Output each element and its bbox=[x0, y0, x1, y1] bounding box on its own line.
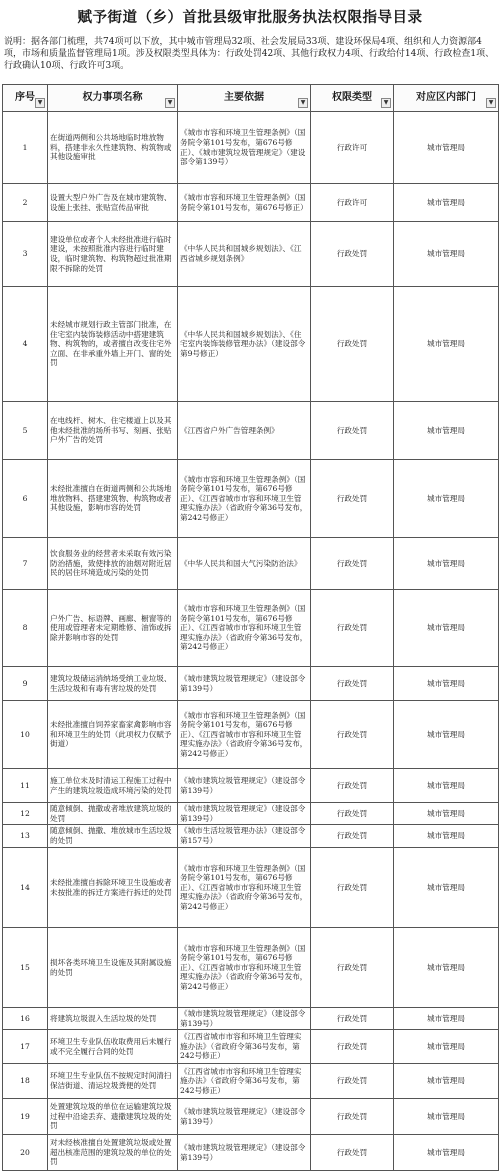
cell-basis: 《城市建筑垃圾管理规定》（建设部令第139号） bbox=[178, 769, 311, 803]
cell-basis: 《城市建筑垃圾管理规定》（建设部令第139号） bbox=[178, 1008, 311, 1030]
cell-department: 城市管理局 bbox=[394, 590, 499, 667]
cell-power-name: 户外广告、标语牌、画廊、橱窗等的使用或管理者未定期维修、油饰或拆除并影响市容的处罚 bbox=[48, 590, 178, 667]
cell-type: 行政处罚 bbox=[311, 1008, 394, 1030]
cell-serial: 20 bbox=[3, 1135, 48, 1171]
table-row bbox=[3, 928, 499, 1008]
cell-basis: 《江西省户外广告管理条例》 bbox=[178, 402, 311, 460]
filter-dropdown-icon[interactable]: ▼ bbox=[486, 98, 496, 108]
filter-dropdown-icon[interactable]: ▼ bbox=[35, 98, 45, 108]
cell-basis: 《江西省城市市容和环境卫生管理实施办法》（省政府令第36号发布，第242号修正） bbox=[178, 1030, 311, 1064]
cell-basis: 《城市市容和环境卫生管理条例》（国务院令第101号发布，第676号修正）、《江西省城市市容和环境卫生管理实施办法》（省政府令第36号发布，第242号修正） bbox=[178, 848, 311, 928]
cell-type: 行政处罚 bbox=[311, 803, 394, 825]
table-row bbox=[3, 825, 499, 848]
cell-power-name: 未经城市规划行政主管部门批准，在住宅室内装饰装修活动中搭建建筑物、构筑物的，或者擅自改变住宅外立面、在非承重外墙上开门、窗的处罚 bbox=[48, 287, 178, 402]
cell-type: 行政处罚 bbox=[311, 590, 394, 667]
cell-power-name: 随意倾倒、抛撒或者堆放建筑垃圾的处罚 bbox=[48, 803, 178, 825]
header-power-name bbox=[48, 85, 178, 112]
cell-department: 城市管理局 bbox=[394, 538, 499, 590]
cell-power-name: 将建筑垃圾混入生活垃圾的处罚 bbox=[48, 1008, 178, 1030]
table-row bbox=[3, 803, 499, 825]
cell-type: 行政处罚 bbox=[311, 1030, 394, 1064]
cell-type: 行政处罚 bbox=[311, 825, 394, 848]
cell-serial: 14 bbox=[3, 848, 48, 928]
table-row bbox=[3, 667, 499, 701]
cell-department: 城市管理局 bbox=[394, 769, 499, 803]
cell-type: 行政处罚 bbox=[311, 848, 394, 928]
cell-power-name: 对未经核准擅自处置建筑垃圾或处置超出核准范围的建筑垃圾的单位的处罚 bbox=[48, 1135, 178, 1171]
cell-power-name: 在电线杆、树木、住宅楼道上以及其他未经批准的场所书写、刻画、张贴户外广告的处罚 bbox=[48, 402, 178, 460]
table-row bbox=[3, 184, 499, 222]
cell-serial: 3 bbox=[3, 222, 48, 287]
cell-power-name: 环境卫生专业队伍不按规定时间清扫保洁街道、清运垃圾粪便的处罚 bbox=[48, 1064, 178, 1099]
cell-basis: 《城市建筑垃圾管理规定》（建设部令第139号） bbox=[178, 667, 311, 701]
cell-serial: 13 bbox=[3, 825, 48, 848]
cell-type: 行政处罚 bbox=[311, 538, 394, 590]
cell-serial: 1 bbox=[3, 112, 48, 184]
cell-power-name: 施工单位未及时清运工程施工过程中产生的建筑垃圾造成环境污染的处罚 bbox=[48, 769, 178, 803]
cell-type: 行政许可 bbox=[311, 184, 394, 222]
table-row bbox=[3, 1064, 499, 1099]
cell-basis: 《城市市容和环境卫生管理条例》（国务院令第101号发布，第676号修正）、《江西省城市市容和环境卫生管理实施办法》（省政府令第36号发布，第242号修正） bbox=[178, 701, 311, 769]
cell-power-name: 建筑垃圾储运消纳场受纳工业垃圾、生活垃圾和有毒有害垃圾的处罚 bbox=[48, 667, 178, 701]
cell-department: 城市管理局 bbox=[394, 803, 499, 825]
cell-power-name: 环境卫生专业队伍收取费用后未履行或不完全履行合同的处罚 bbox=[48, 1030, 178, 1064]
cell-type: 行政处罚 bbox=[311, 222, 394, 287]
filter-dropdown-icon[interactable]: ▼ bbox=[165, 98, 175, 108]
cell-department: 城市管理局 bbox=[394, 1135, 499, 1171]
cell-basis: 《城市市容和环境卫生管理条例》（国务院令第101号发布，第676号修正）、《江西省城市市容和环境卫生管理实施办法》（省政府令第36号发布，第242号修正） bbox=[178, 590, 311, 667]
header-basis bbox=[178, 85, 311, 112]
cell-serial: 19 bbox=[3, 1099, 48, 1135]
cell-serial: 9 bbox=[3, 667, 48, 701]
header-type bbox=[311, 85, 394, 112]
cell-department: 城市管理局 bbox=[394, 112, 499, 184]
header-type-label: 权限类型 bbox=[332, 92, 372, 104]
cell-basis: 《城市生活垃圾管理办法》（建设部令第157号） bbox=[178, 825, 311, 848]
cell-type: 行政处罚 bbox=[311, 667, 394, 701]
cell-department: 城市管理局 bbox=[394, 222, 499, 287]
cell-serial: 17 bbox=[3, 1030, 48, 1064]
cell-serial: 7 bbox=[3, 538, 48, 590]
header-department-label: 对应区内部门 bbox=[416, 92, 476, 104]
table-row bbox=[3, 848, 499, 928]
cell-power-name: 随意倾倒、抛撒、堆放城市生活垃圾的处罚 bbox=[48, 825, 178, 848]
header-power-name-label: 权力事项名称 bbox=[82, 92, 143, 104]
table-row bbox=[3, 287, 499, 402]
document-notes: 说明：据各部门梳理，共74项可以下放，其中城市管理局32项、社会发展局33项、建设环保局4项、组织和人力资源部4项，市场和质量监督管理局1项。涉及权限类型具体为：行政处罚42项、其他行政权力4项、行政给付14项、行政检查1项、行政确认10项、行政许可3项。 bbox=[4, 37, 495, 71]
cell-department: 城市管理局 bbox=[394, 825, 499, 848]
table-row bbox=[3, 1099, 499, 1135]
cell-basis: 《城市市容和环境卫生管理条例》（国务院令第101号发布，第676号修正） bbox=[178, 184, 311, 222]
cell-serial: 11 bbox=[3, 769, 48, 803]
cell-type: 行政处罚 bbox=[311, 928, 394, 1008]
cell-type: 行政处罚 bbox=[311, 769, 394, 803]
table-row bbox=[3, 1135, 499, 1171]
cell-serial: 2 bbox=[3, 184, 48, 222]
filter-dropdown-icon[interactable]: ▼ bbox=[298, 98, 308, 108]
cell-department: 城市管理局 bbox=[394, 701, 499, 769]
cell-power-name: 在街道两侧和公共场地临时堆放物料，搭建非永久性建筑物、构筑物或其他设施审批 bbox=[48, 112, 178, 184]
cell-basis: 《城市建筑垃圾管理规定》（建设部令第139号） bbox=[178, 803, 311, 825]
cell-type: 行政处罚 bbox=[311, 402, 394, 460]
cell-basis: 《中华人民共和国城乡规划法》、《江西省城乡规划条例》 bbox=[178, 222, 311, 287]
document-title: 赋予街道（乡）首批县级审批服务执法权限指导目录 bbox=[77, 9, 423, 26]
cell-serial: 12 bbox=[3, 803, 48, 825]
cell-department: 城市管理局 bbox=[394, 184, 499, 222]
cell-basis: 《江西省城市市容和环境卫生管理实施办法》（省政府令第36号发布，第242号修正） bbox=[178, 1064, 311, 1099]
cell-basis: 《中华人民共和国大气污染防治法》 bbox=[178, 538, 311, 590]
cell-serial: 16 bbox=[3, 1008, 48, 1030]
cell-type: 行政处罚 bbox=[311, 287, 394, 402]
cell-department: 城市管理局 bbox=[394, 1030, 499, 1064]
cell-serial: 10 bbox=[3, 701, 48, 769]
table-row bbox=[3, 222, 499, 287]
document-page bbox=[2, 0, 498, 1171]
cell-department: 城市管理局 bbox=[394, 402, 499, 460]
cell-power-name: 饮食服务业的经营者未采取有效污染防治措施，致使排放的油烟对附近居民的居住环境造成污染的处罚 bbox=[48, 538, 178, 590]
cell-power-name: 处置建筑垃圾的单位在运输建筑垃圾过程中沿途丢弃、遗撒建筑垃圾的处罚 bbox=[48, 1099, 178, 1135]
cell-power-name: 设置大型户外广告及在城市建筑物、设施上张挂、张贴宣传品审批 bbox=[48, 184, 178, 222]
cell-basis: 《城市建筑垃圾管理规定》（建设部令第139号） bbox=[178, 1135, 311, 1171]
header-basis-label: 主要依据 bbox=[224, 92, 264, 104]
table-row bbox=[3, 769, 499, 803]
header-serial bbox=[3, 85, 48, 112]
cell-serial: 18 bbox=[3, 1064, 48, 1099]
cell-power-name: 未经批准擅自饲养家畜家禽影响市容和环境卫生的处罚（此项权力仅赋予街道） bbox=[48, 701, 178, 769]
table-row bbox=[3, 538, 499, 590]
cell-basis: 《城市市容和环境卫生管理条例》（国务院令第101号发布，第676号修正）、《江西省城市市容和环境卫生管理实施办法》（省政府令第36号发布，第242号修正） bbox=[178, 460, 311, 538]
cell-power-name: 未经批准擅自在街道两侧和公共场地堆放物料、搭建建筑物、构筑物或者其他设施，影响市容的处罚 bbox=[48, 460, 178, 538]
cell-serial: 8 bbox=[3, 590, 48, 667]
power-list-table bbox=[2, 84, 499, 1171]
table-row bbox=[3, 590, 499, 667]
cell-serial: 15 bbox=[3, 928, 48, 1008]
cell-serial: 5 bbox=[3, 402, 48, 460]
table-row bbox=[3, 1030, 499, 1064]
cell-serial: 6 bbox=[3, 460, 48, 538]
header-serial-label: 序号 bbox=[15, 92, 35, 104]
cell-department: 城市管理局 bbox=[394, 460, 499, 538]
cell-department: 城市管理局 bbox=[394, 928, 499, 1008]
cell-basis: 《城市市容和环境卫生管理条例》（国务院令第101号发布，第676号修正）、《城市建筑垃圾管理规定》（建设部令第139号） bbox=[178, 112, 311, 184]
table-row bbox=[3, 1008, 499, 1030]
table-body bbox=[3, 112, 499, 1171]
cell-department: 城市管理局 bbox=[394, 1064, 499, 1099]
filter-dropdown-icon[interactable]: ▼ bbox=[381, 98, 391, 108]
table-row bbox=[3, 402, 499, 460]
cell-power-name: 损坏各类环境卫生设施及其附属设施的处罚 bbox=[48, 928, 178, 1008]
cell-type: 行政处罚 bbox=[311, 701, 394, 769]
header-department bbox=[394, 85, 499, 112]
cell-serial: 4 bbox=[3, 287, 48, 402]
cell-department: 城市管理局 bbox=[394, 667, 499, 701]
table-header-row bbox=[3, 85, 499, 112]
table-row bbox=[3, 112, 499, 184]
cell-type: 行政处罚 bbox=[311, 1099, 394, 1135]
cell-type: 行政许可 bbox=[311, 112, 394, 184]
cell-basis: 《城市市容和环境卫生管理条例》（国务院令第101号发布，第676号修正）、《江西省城市市容和环境卫生管理实施办法》（省政府令第36号发布，第242号修正） bbox=[178, 928, 311, 1008]
cell-type: 行政处罚 bbox=[311, 1064, 394, 1099]
cell-power-name: 建设单位或者个人未经批准进行临时建设，未按照批准内容进行临时建设，临时建筑物、构筑物超过批准期限不拆除的处罚 bbox=[48, 222, 178, 287]
cell-department: 城市管理局 bbox=[394, 1099, 499, 1135]
cell-basis: 《城市建筑垃圾管理规定》（建设部令第139号） bbox=[178, 1099, 311, 1135]
cell-basis: 《中华人民共和国城乡规划法》、《住宅室内装饰装修管理办法》（建设部令第9号修正） bbox=[178, 287, 311, 402]
cell-type: 行政处罚 bbox=[311, 1135, 394, 1171]
cell-department: 城市管理局 bbox=[394, 1008, 499, 1030]
table-row bbox=[3, 701, 499, 769]
cell-department: 城市管理局 bbox=[394, 287, 499, 402]
table-row bbox=[3, 460, 499, 538]
cell-department: 城市管理局 bbox=[394, 848, 499, 928]
cell-power-name: 未经批准擅自拆除环境卫生设施或者未按批准的拆迁方案进行拆迁的处罚 bbox=[48, 848, 178, 928]
cell-type: 行政处罚 bbox=[311, 460, 394, 538]
